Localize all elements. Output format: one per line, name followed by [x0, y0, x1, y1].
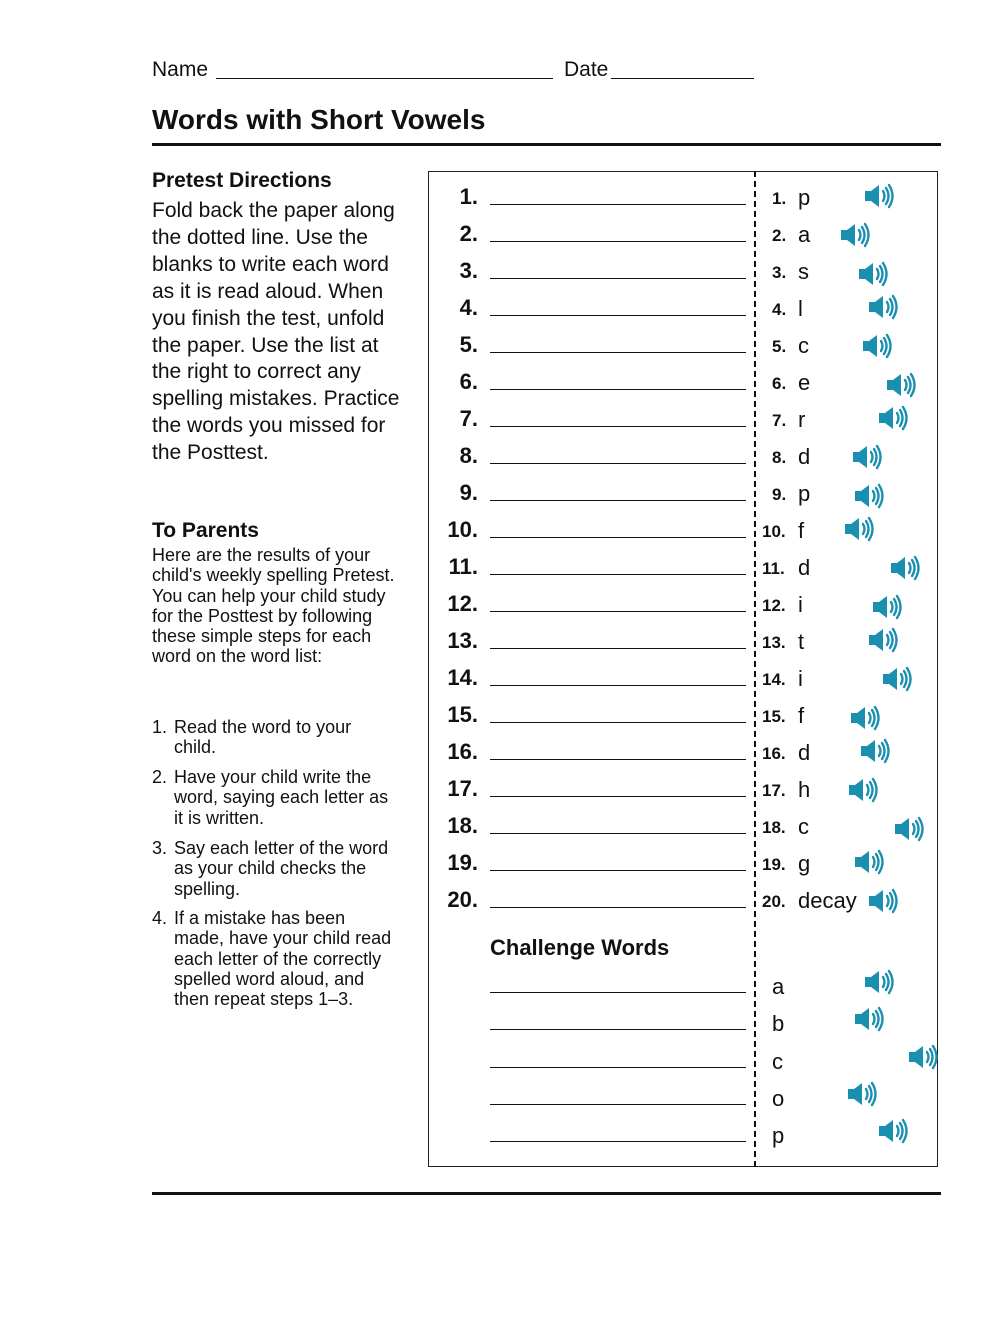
step-text: Say each letter of the word as your child checks the spelling.	[174, 838, 389, 899]
answer-key-word: p	[798, 481, 811, 506]
answer-key-word: g	[798, 851, 811, 876]
speaker-icon	[866, 626, 900, 654]
play-audio-button[interactable]	[870, 593, 904, 621]
answer-key-number: 5.	[772, 337, 787, 356]
test-item-number: 19.	[447, 850, 478, 875]
speaker-icon	[884, 371, 918, 399]
parent-step	[152, 838, 397, 899]
step-text: Have your child write the word, saying each letter as it is written.	[174, 767, 389, 828]
speaker-icon	[862, 182, 896, 210]
test-item-number: 7.	[459, 406, 478, 431]
answer-key-number: 12.	[762, 596, 786, 615]
speaker-icon	[862, 968, 896, 996]
answer-blank[interactable]	[490, 315, 746, 316]
answer-blank[interactable]	[490, 463, 746, 464]
play-audio-button[interactable]	[845, 1080, 879, 1108]
top-divider	[152, 143, 941, 146]
test-item-number: 14.	[447, 665, 478, 690]
play-audio-button[interactable]	[850, 443, 884, 471]
answer-key-word: d	[798, 740, 811, 765]
answer-key-number: 18.	[762, 818, 786, 837]
play-audio-button[interactable]	[892, 815, 926, 843]
answer-blank[interactable]	[490, 500, 746, 501]
answer-key-word: d	[798, 555, 811, 580]
challenge-answer-blank[interactable]	[490, 1067, 746, 1068]
play-audio-button[interactable]	[852, 482, 886, 510]
answer-key-number: 15.	[762, 707, 786, 726]
answer-blank[interactable]	[490, 574, 746, 575]
challenge-answer-blank[interactable]	[490, 1141, 746, 1142]
speaker-icon	[852, 482, 886, 510]
test-item-number: 8.	[459, 443, 478, 468]
play-audio-button[interactable]	[862, 182, 896, 210]
name-label: Name	[152, 58, 209, 81]
speaker-icon	[842, 515, 876, 543]
play-audio-button[interactable]	[880, 665, 914, 693]
speaker-icon	[838, 221, 872, 249]
pretest-directions-text: Fold back the paper along the dotted line. Use the blanks to write each word as it is read aloud. When you finish the test, unfold the paper. Use the list at the right to correct any spelling mistakes. Practice the words you missed for the Posttest.	[152, 199, 400, 465]
speaker-icon	[856, 260, 890, 288]
play-audio-button[interactable]	[842, 515, 876, 543]
speaker-icon	[866, 887, 900, 915]
speaker-icon	[858, 737, 892, 765]
speaker-icon	[850, 443, 884, 471]
step-text: Read the word to your child.	[174, 717, 352, 758]
parent-step	[152, 908, 397, 1009]
answer-key-number: 6.	[772, 374, 787, 393]
play-audio-button[interactable]	[838, 221, 872, 249]
answer-key-word: t	[798, 629, 805, 654]
speaker-icon	[876, 1117, 910, 1145]
test-item-number: 5.	[459, 332, 478, 357]
answer-blank[interactable]	[490, 204, 746, 205]
answer-key-number: 4.	[772, 300, 787, 319]
name-field[interactable]	[216, 60, 553, 79]
answer-blank[interactable]	[490, 537, 746, 538]
test-item-number: 4.	[459, 295, 478, 320]
answer-key-number: 1.	[772, 189, 787, 208]
test-item-number: 6.	[459, 369, 478, 394]
answer-key-word: s	[798, 259, 809, 284]
step-number: 4.	[152, 908, 168, 928]
speaker-icon	[892, 815, 926, 843]
test-item-number: 9.	[459, 480, 478, 505]
answer-blank[interactable]	[490, 870, 746, 871]
answer-blank[interactable]	[490, 796, 746, 797]
speaker-icon	[888, 554, 922, 582]
speaker-icon	[876, 404, 910, 432]
answer-blank[interactable]	[490, 759, 746, 760]
challenge-answer-blank[interactable]	[490, 1104, 746, 1105]
challenge-word: c	[772, 1049, 783, 1074]
to-parents-intro: Here are the results of your child's weekly spelling Pretest. You can help your child study for the Posttest by following these simple steps for each word on the word list:	[152, 545, 395, 667]
answer-key-word: f	[798, 703, 805, 728]
answer-key-number: 14.	[762, 670, 786, 689]
test-item-number: 1.	[459, 184, 478, 209]
answer-key-word: c	[798, 814, 809, 839]
step-text: If a mistake has been made, have your child read each letter of the correctly spelled word aloud, and then repeat steps 1–3.	[174, 908, 392, 1010]
test-item-number: 13.	[447, 628, 478, 653]
answer-key-word: i	[798, 666, 803, 691]
answer-key-word: i	[798, 592, 803, 617]
answer-blank[interactable]	[490, 722, 746, 723]
play-audio-button[interactable]	[884, 371, 918, 399]
answer-key-number: 13.	[762, 633, 786, 652]
answer-blank[interactable]	[490, 426, 746, 427]
test-item-number: 15.	[447, 702, 478, 727]
answer-key-word: c	[798, 333, 809, 358]
answer-blank[interactable]	[490, 352, 746, 353]
step-number: 1.	[152, 717, 168, 737]
answer-key-word: h	[798, 777, 811, 802]
play-audio-button[interactable]	[856, 260, 890, 288]
fold-dotted-line	[754, 171, 756, 1167]
answer-key-number: 16.	[762, 744, 786, 763]
parent-step	[152, 717, 397, 758]
speaker-icon	[906, 1043, 940, 1071]
answer-key-word: l	[798, 296, 803, 321]
challenge-answer-blank[interactable]	[490, 992, 746, 993]
answer-blank[interactable]	[490, 278, 746, 279]
test-item-number: 17.	[447, 776, 478, 801]
answer-key-word: f	[798, 518, 805, 543]
pretest-directions-heading: Pretest Directions	[152, 169, 332, 192]
play-audio-button[interactable]	[848, 704, 882, 732]
answer-key-number: 2.	[772, 226, 787, 245]
challenge-word: b	[772, 1011, 785, 1036]
answer-key-number: 9.	[772, 485, 787, 504]
test-item-number: 16.	[447, 739, 478, 764]
speaker-icon	[860, 332, 894, 360]
play-audio-button[interactable]	[852, 848, 886, 876]
answer-blank[interactable]	[490, 241, 746, 242]
answer-key-word: p	[798, 185, 811, 210]
test-item-number: 12.	[447, 591, 478, 616]
date-label: Date	[564, 58, 609, 81]
step-number: 3.	[152, 838, 168, 858]
answer-key-word: d	[798, 444, 811, 469]
speaker-icon	[852, 848, 886, 876]
play-audio-button[interactable]	[852, 1005, 886, 1033]
challenge-word: p	[772, 1123, 785, 1148]
challenge-words-heading: Challenge Words	[490, 935, 670, 960]
answer-blank[interactable]	[490, 389, 746, 390]
play-audio-button[interactable]	[866, 887, 900, 915]
answer-key-word: decay	[798, 888, 857, 913]
play-audio-button[interactable]	[860, 332, 894, 360]
play-audio-button[interactable]	[906, 1043, 940, 1071]
play-audio-button[interactable]	[888, 554, 922, 582]
speaker-icon	[880, 665, 914, 693]
speaker-icon	[870, 593, 904, 621]
challenge-answer-blank[interactable]	[490, 1029, 746, 1030]
answer-key-number: 10.	[762, 522, 786, 541]
speaker-icon	[866, 293, 900, 321]
play-audio-button[interactable]	[876, 1117, 910, 1145]
answer-key-number: 17.	[762, 781, 786, 800]
bottom-divider	[152, 1192, 941, 1195]
answer-key-number: 3.	[772, 263, 787, 282]
test-item-number: 10.	[447, 517, 478, 542]
answer-key-word: r	[798, 407, 806, 432]
speaker-icon	[852, 1005, 886, 1033]
speaker-icon	[848, 704, 882, 732]
test-item-number: 20.	[447, 887, 478, 912]
answer-blank[interactable]	[490, 907, 746, 908]
challenge-word: a	[772, 974, 785, 999]
to-parents-heading: To Parents	[152, 519, 259, 542]
date-field[interactable]	[611, 60, 754, 79]
play-audio-button[interactable]	[858, 737, 892, 765]
answer-blank[interactable]	[490, 833, 746, 834]
test-item-number: 2.	[459, 221, 478, 246]
answer-key-number: 20.	[762, 892, 786, 911]
test-item-number: 3.	[459, 258, 478, 283]
answer-key-number: 7.	[772, 411, 787, 430]
answer-key-word: a	[798, 222, 811, 247]
play-audio-button[interactable]	[876, 404, 910, 432]
test-item-number: 18.	[447, 813, 478, 838]
speaker-icon	[845, 1080, 879, 1108]
test-item-number: 11.	[448, 554, 478, 579]
answer-key-number: 19.	[762, 855, 786, 874]
answer-key-number: 11.	[762, 559, 785, 578]
play-audio-button[interactable]	[866, 626, 900, 654]
page-title: Words with Short Vowels	[152, 104, 486, 135]
answer-key-word: e	[798, 370, 811, 395]
answer-blank[interactable]	[490, 648, 746, 649]
play-audio-button[interactable]	[866, 293, 900, 321]
speaker-icon	[846, 776, 880, 804]
play-audio-button[interactable]	[846, 776, 880, 804]
answer-blank[interactable]	[490, 611, 746, 612]
play-audio-button[interactable]	[862, 968, 896, 996]
challenge-word: o	[772, 1086, 785, 1111]
parent-step	[152, 767, 397, 828]
answer-key-number: 8.	[772, 448, 787, 467]
step-number: 2.	[152, 767, 168, 787]
answer-blank[interactable]	[490, 685, 746, 686]
